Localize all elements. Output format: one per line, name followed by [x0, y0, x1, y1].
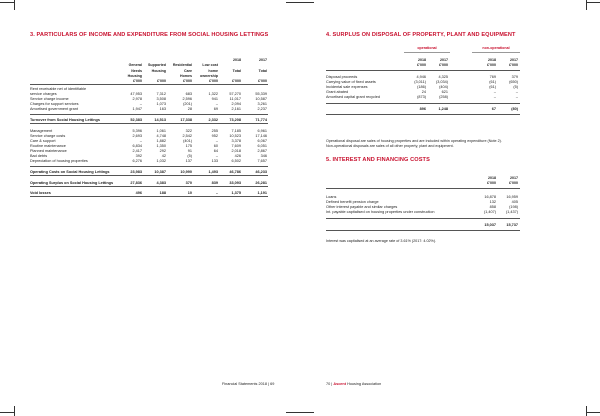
table-row-label: Incidental sale expenses: [326, 85, 368, 89]
table-cell: 33,093: [229, 180, 241, 185]
column-header: home: [208, 68, 218, 73]
table-cell: 1,322: [208, 91, 218, 96]
table-cell: 27,836: [130, 180, 142, 185]
column-header: 2017: [510, 58, 518, 62]
page-number: 70: [326, 382, 331, 386]
table-total-cell: 896: [419, 107, 426, 111]
table-cell: 426: [234, 153, 241, 158]
table-cell: –: [493, 95, 496, 99]
table-cell: 14,513: [154, 118, 166, 122]
table-row-label: Grant abated: [326, 90, 349, 94]
table-cell: (186): [417, 85, 426, 89]
table-rule: [30, 166, 268, 167]
table-row-label: Operating Costs on Social Housing Lettings: [30, 170, 110, 174]
table-cell: 10,387: [154, 170, 166, 174]
table-rule: [30, 196, 268, 197]
table-cell: 175: [185, 143, 192, 148]
table-cell: 1,947: [132, 106, 142, 111]
column-header: 2017: [440, 58, 448, 62]
table-cell: (1,437): [505, 210, 518, 214]
table-cell: (258): [439, 95, 448, 99]
table-total-cell: 67: [491, 107, 496, 111]
note-5: Interest was capitalised at an average rate of 3.61% (2017: 4.02%).: [326, 239, 437, 243]
table-cell: 292: [159, 148, 166, 153]
section-title-3: 3. PARTICULARS OF INCOME AND EXPENDITURE FROM SOCIAL HOUSING LETTINGS: [30, 32, 269, 38]
column-header: Low cost: [202, 63, 218, 68]
table-cell: 2,161: [231, 106, 241, 111]
table-cell: –: [215, 138, 218, 143]
brand-name: Ascent: [333, 382, 347, 386]
table-cell: (5): [187, 153, 192, 158]
column-header: Total: [232, 68, 241, 73]
column-header: 2017: [510, 176, 518, 180]
column-header: Housing: [151, 68, 166, 73]
table-cell: (61): [489, 80, 496, 84]
column-header: 2018: [488, 176, 496, 180]
table-cell: 3,508: [156, 96, 166, 101]
table-cell: 769: [489, 75, 496, 79]
column-header: Housing: [127, 73, 142, 78]
group-header-operational: operational: [417, 46, 437, 50]
table-cell: 4,325: [438, 75, 448, 79]
table-row-label: Planned maintenance: [30, 148, 67, 153]
column-header: Residential: [172, 63, 192, 68]
table-cell: 57,270: [229, 91, 241, 96]
column-header: General: [128, 63, 142, 68]
column-header: Needs: [131, 68, 142, 73]
table-cell: 2,094: [231, 101, 241, 106]
table-cell: –: [515, 95, 518, 99]
column-header: 2018: [488, 58, 496, 62]
table-cell: 2,417: [132, 148, 142, 153]
column-header: £'000: [157, 79, 166, 84]
table-cell: 91: [187, 148, 192, 153]
table-cell: 405: [511, 200, 518, 204]
table-cell: (201): [183, 101, 192, 106]
table-total-cell: 15,737: [506, 223, 518, 227]
table-cell: 137: [185, 158, 192, 163]
table-cell: 1,350: [156, 143, 166, 148]
table-rule: [326, 114, 520, 115]
table-rule: [30, 84, 268, 85]
column-header: £'000: [417, 63, 426, 67]
column-header: £'000: [509, 181, 518, 185]
table-cell: 346: [260, 153, 267, 158]
table-total-cell: 1,248: [438, 107, 448, 111]
table-total-cell: 15,037: [484, 223, 496, 227]
table-cell: –: [215, 153, 218, 158]
table-rule: [326, 188, 520, 189]
column-header: Total: [258, 68, 267, 73]
table-cell: (198): [509, 205, 518, 209]
table-cell: (650): [509, 80, 518, 84]
section-title-5: 5. INTEREST AND FINANCING COSTS: [326, 157, 430, 163]
table-cell: 10: [187, 191, 192, 195]
table-cell: 163: [159, 106, 166, 111]
table-cell: 7,657: [257, 158, 267, 163]
table-cell: 6,502: [231, 158, 241, 163]
table-row-label: Bad debts: [30, 153, 48, 158]
table-cell: 496: [135, 191, 142, 195]
table-row-label: Void losses: [30, 191, 51, 195]
column-header: 2017: [259, 58, 267, 62]
note-4b: Non-operational disposals are sales of all other property, plant and equipment.: [326, 144, 454, 148]
table-cell: 64: [213, 148, 218, 153]
table-cell: (873): [417, 95, 426, 99]
table-cell: (1,407): [483, 210, 496, 214]
table-rule: [30, 123, 268, 124]
group-header-non-operational: non-operational: [482, 46, 510, 50]
section-title-4: 4. SURPLUS ON DISPOSAL OF PROPERTY, PLANT AND EQUIPMENT: [326, 32, 516, 38]
table-cell: 24: [421, 90, 426, 94]
table-cell: 1,375: [231, 191, 241, 195]
table-rule: [326, 230, 520, 231]
table-row-label: Care & support: [30, 138, 56, 143]
table-cell: 16,878: [484, 195, 496, 199]
table-cell: 52,383: [130, 118, 142, 122]
table-row-label: Management: [30, 128, 53, 133]
table-cell: 941: [211, 96, 218, 101]
table-cell: (5): [513, 85, 518, 89]
table-cell: 621: [441, 90, 448, 94]
table-cell: 10,523: [229, 133, 241, 138]
column-header: Homes: [180, 73, 192, 78]
column-header: £'000: [183, 79, 192, 84]
table-cell: –: [215, 191, 218, 195]
footer-text: Housing Association: [347, 382, 382, 386]
table-cell: 2,978: [132, 96, 142, 101]
table-row-label: Amortised government grant: [30, 106, 78, 111]
table-row-label: Int. payable capitalised on housing properties under construction: [326, 210, 435, 214]
table-cell: 6,961: [257, 128, 267, 133]
column-header: £'000: [487, 181, 496, 185]
table-cell: 1,073: [156, 101, 166, 106]
table-cell: 28: [187, 106, 192, 111]
table-cell: 10,990: [180, 170, 192, 174]
column-header: £'000: [258, 79, 267, 84]
table-cell: 3,378: [231, 138, 241, 143]
table-row-label: Charges for support services: [30, 101, 79, 106]
table-cell: 2,332: [208, 118, 218, 122]
table-cell: 7,609: [231, 143, 241, 148]
table-cell: 47,953: [130, 91, 142, 96]
column-header: £'000: [133, 79, 142, 84]
table-cell: 71,774: [255, 118, 267, 122]
table-cell: 11,017: [229, 96, 241, 101]
table-row-label: Disposal proceeds: [326, 75, 358, 79]
table-cell: 2,237: [257, 106, 267, 111]
column-header: Supported: [148, 63, 166, 68]
table-cell: 1,191: [257, 191, 267, 195]
column-header: £'000: [439, 63, 448, 67]
table-cell: 255: [211, 128, 218, 133]
table-cell: 4,383: [156, 180, 166, 185]
table-cell: 379: [511, 75, 518, 79]
table-cell: 6,067: [257, 138, 267, 143]
table-cell: –: [515, 90, 518, 94]
column-header: £'000: [209, 79, 218, 84]
table-total-cell: (80): [511, 107, 518, 111]
table-row-label: Amortised capital grant recycled: [326, 95, 381, 99]
table-cell: 3,261: [257, 101, 267, 106]
table-cell: 133: [211, 158, 218, 163]
note-4a: Operational disposal are sales of housing properties and are included within operating expenditure (Note 2).: [326, 139, 502, 143]
table-cell: (61): [489, 85, 496, 89]
table-row-label: Service charge income: [30, 96, 69, 101]
table-row-label: Loans: [326, 195, 337, 199]
table-cell: 6,051: [257, 143, 267, 148]
table-cell: 858: [489, 205, 496, 209]
table-cell: (404): [439, 85, 448, 89]
table-cell: 370: [185, 180, 192, 185]
table-cell: 2,018: [231, 148, 241, 153]
footer-text: Financial Statements 2018: [222, 382, 267, 386]
table-row-label: Depreciation of housing properties: [30, 158, 88, 163]
table-cell: 2,542: [182, 133, 192, 138]
table-cell: 1,493: [208, 170, 218, 174]
table-row-label: Rent receivable net of identifiable: [30, 86, 87, 91]
table-cell: 132: [489, 200, 496, 204]
table-cell: 2,693: [132, 133, 142, 138]
table-cell: 42: [161, 153, 166, 158]
column-header: 2018: [418, 58, 426, 62]
table-cell: –: [493, 90, 496, 94]
table-rule: [30, 175, 268, 176]
column-header: £'000: [232, 79, 241, 84]
table-row-label: Defined benefit pension charge: [326, 200, 379, 204]
table-cell: 17,338: [180, 118, 192, 122]
table-cell: 46,786: [229, 170, 241, 174]
table-cell: 392: [135, 153, 142, 158]
table-row-label: Routine maintenance: [30, 143, 66, 148]
right-footer: 70 | Ascent Housing Association: [326, 382, 382, 386]
table-cell: 16,959: [506, 195, 518, 199]
table-row-label: Carrying value of fixed assets: [326, 80, 376, 84]
table-rule: [30, 114, 268, 115]
column-header: Care: [184, 68, 192, 73]
table-cell: (3,034): [435, 80, 448, 84]
table-cell: –: [139, 101, 142, 106]
column-header: 2018: [233, 58, 241, 62]
table-cell: 188: [159, 191, 166, 195]
table-rule: [326, 70, 520, 71]
table-cell: 839: [211, 180, 218, 185]
right-page: [300, 0, 600, 416]
table-cell: 7,185: [231, 128, 241, 133]
table-cell: 5,396: [132, 128, 142, 133]
table-cell: 46,233: [255, 170, 267, 174]
column-header: ownership: [200, 73, 218, 78]
table-cell: 7,312: [156, 91, 166, 96]
table-row-label: service charges: [30, 91, 57, 96]
table-row-label: Other interest payable and similar charges: [326, 205, 398, 209]
table-row-label: Operating Surplus on Social Housing Lettings: [30, 180, 114, 185]
table-cell: –: [215, 101, 218, 106]
table-cell: 6,276: [132, 158, 142, 163]
table-cell: 322: [185, 128, 192, 133]
table-cell: 1,882: [156, 138, 166, 143]
table-cell: 683: [185, 91, 192, 96]
table-cell: –: [139, 138, 142, 143]
table-cell: 2,596: [182, 96, 192, 101]
table-cell: 17,146: [255, 133, 267, 138]
column-header: £'000: [487, 63, 496, 67]
table-cell: (401): [183, 138, 192, 143]
column-header: £'000: [509, 63, 518, 67]
page-number: 69: [270, 382, 275, 386]
table-cell: 23,983: [130, 170, 142, 174]
table-cell: 1,032: [156, 158, 166, 163]
table-row-label: Service charge costs: [30, 133, 66, 138]
table-cell: (3,011): [414, 80, 426, 84]
left-footer: Financial Statements 2018 | 69: [222, 382, 275, 386]
table-cell: 55,339: [255, 91, 267, 96]
table-cell: 4,946: [416, 75, 426, 79]
table-cell: 6,834: [132, 143, 142, 148]
table-rule: [326, 103, 520, 104]
table-cell: 60: [213, 143, 218, 148]
table-cell: 10,587: [255, 96, 267, 101]
table-cell: 1,061: [156, 128, 166, 133]
table-cell: 952: [211, 133, 218, 138]
table-row-label: Turnover from Social Housing Lettings: [30, 118, 100, 122]
table-cell: 4,748: [156, 133, 166, 138]
table-cell: 26,281: [255, 180, 267, 185]
table-rule: [30, 186, 268, 187]
table-cell: 69: [213, 106, 218, 111]
table-rule: [326, 218, 520, 219]
table-cell: 73,208: [229, 118, 241, 122]
table-cell: 2,867: [257, 148, 267, 153]
